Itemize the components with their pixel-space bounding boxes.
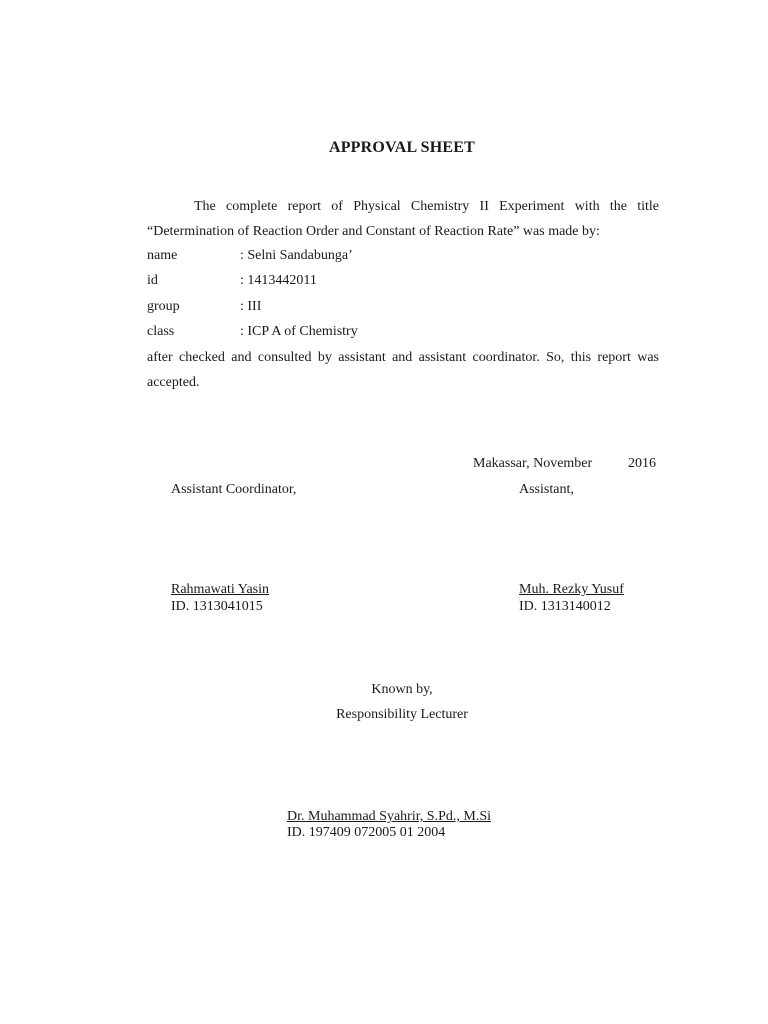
field-value: : ICP A of Chemistry xyxy=(240,324,358,339)
date-year: 2016 xyxy=(628,456,656,471)
field-value: : 1413442011 xyxy=(240,273,317,288)
coordinator-name: Rahmawati Yasin xyxy=(171,582,269,597)
field-label: id xyxy=(147,273,158,288)
intro-line-2: “Determination of Reaction Order and Constant of Reaction Rate” was made by: xyxy=(147,224,600,239)
assistant-id: ID. 1313140012 xyxy=(519,599,611,614)
field-label: name xyxy=(147,248,178,263)
place-month: Makassar, November xyxy=(473,456,593,471)
assistant-name: Muh. Rezky Yusuf xyxy=(519,582,624,597)
known-by: Known by, xyxy=(371,682,433,697)
lecturer-name: Dr. Muhammad Syahrir, S.Pd., M.Si xyxy=(287,809,492,824)
intro-paragraph xyxy=(147,194,659,244)
field-label: group xyxy=(147,299,180,314)
field-value: : Selni Sandabunga’ xyxy=(240,248,353,263)
field-value: : III xyxy=(240,299,262,314)
coordinator-role: Assistant Coordinator, xyxy=(171,482,297,497)
lecturer-id: ID. 197409 072005 01 2004 xyxy=(287,825,446,840)
place-date xyxy=(473,455,592,473)
assistant-role: Assistant, xyxy=(519,482,574,497)
intro-line-1: The complete report of Physical Chemistry II Experiment with the title xyxy=(194,199,659,214)
field-label: class xyxy=(147,324,175,339)
coordinator-id: ID. 1313041015 xyxy=(171,599,263,614)
responsibility-lecturer: Responsibility Lecturer xyxy=(336,707,468,722)
closing-paragraph: after checked and consulted by assistant and assistant coordinator. So, this report was accepted. xyxy=(147,350,659,390)
page-title: APPROVAL SHEET xyxy=(328,139,476,156)
